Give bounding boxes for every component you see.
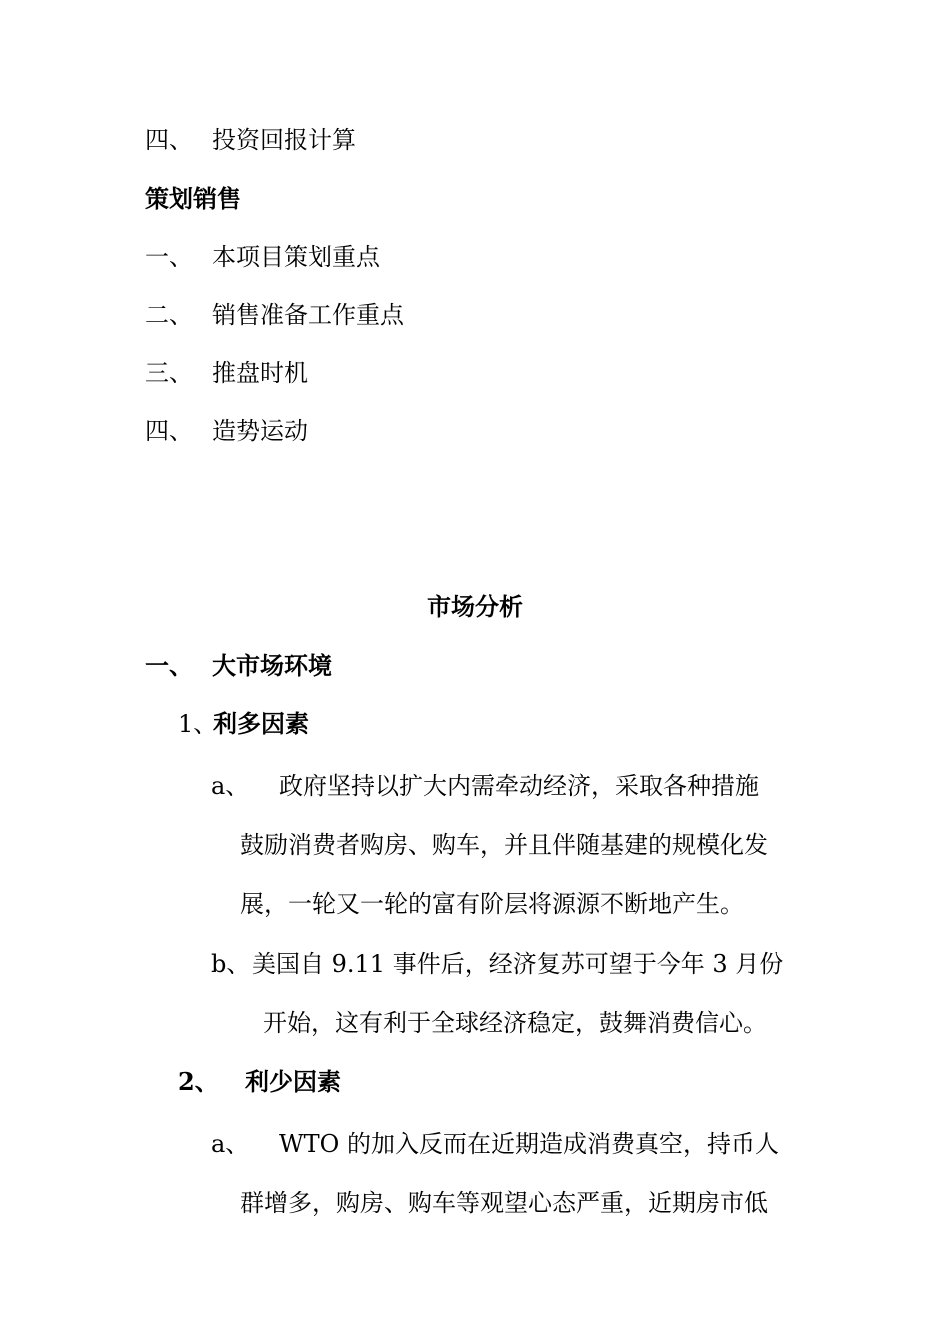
item-2a-line-2: 群增多，购房、购车等观望心态严重，近期房市低 [240,1189,768,1217]
item-a-line-3: 展，一轮又一轮的富有阶层将源源不断地产生。 [240,890,744,918]
subheading-2-text: 利少因素 [245,1067,341,1096]
heading-1-text: 大市场环境 [212,651,332,680]
item-a-marker: a、 [211,772,250,800]
item-a-line-1: 政府坚持以扩大内需牵动经济，采取各种措施 [279,772,759,800]
sales-item-4-text: 造势运动 [212,417,308,445]
subheading-1-number: 1、 [178,710,218,738]
toc-item-4-number: 四、 [145,126,193,154]
item-b-marker: b、 [211,950,251,978]
item-2a-marker: a、 [211,1130,250,1158]
item-b-line-2: 开始，这有利于全球经济稳定，鼓舞消费信心。 [263,1009,767,1037]
sales-item-3-text: 推盘时机 [212,359,308,387]
sales-item-1-text: 本项目策划重点 [212,243,380,271]
heading-1-number: 一、 [145,651,193,680]
item-b-line-1: 美国自 9.11 事件后，经济复苏可望于今年 3 月份 [252,950,784,978]
market-analysis-title: 市场分析 [427,592,523,621]
sales-item-2-text: 销售准备工作重点 [212,301,404,329]
sales-item-3-number: 三、 [145,359,193,387]
section-title-sales: 策划销售 [145,184,241,213]
sales-item-2-number: 二、 [145,301,193,329]
toc-item-4-text: 投资回报计算 [212,126,356,154]
sales-item-1-number: 一、 [145,243,193,271]
item-2a-line-1: WTO 的加入反而在近期造成消费真空，持币人 [279,1130,779,1158]
sales-item-4-number: 四、 [145,417,193,445]
subheading-1-text: 利多因素 [213,709,309,738]
item-a-line-2: 鼓励消费者购房、购车，并且伴随基建的规模化发 [240,831,768,859]
subheading-2-number: 2、 [178,1067,219,1096]
